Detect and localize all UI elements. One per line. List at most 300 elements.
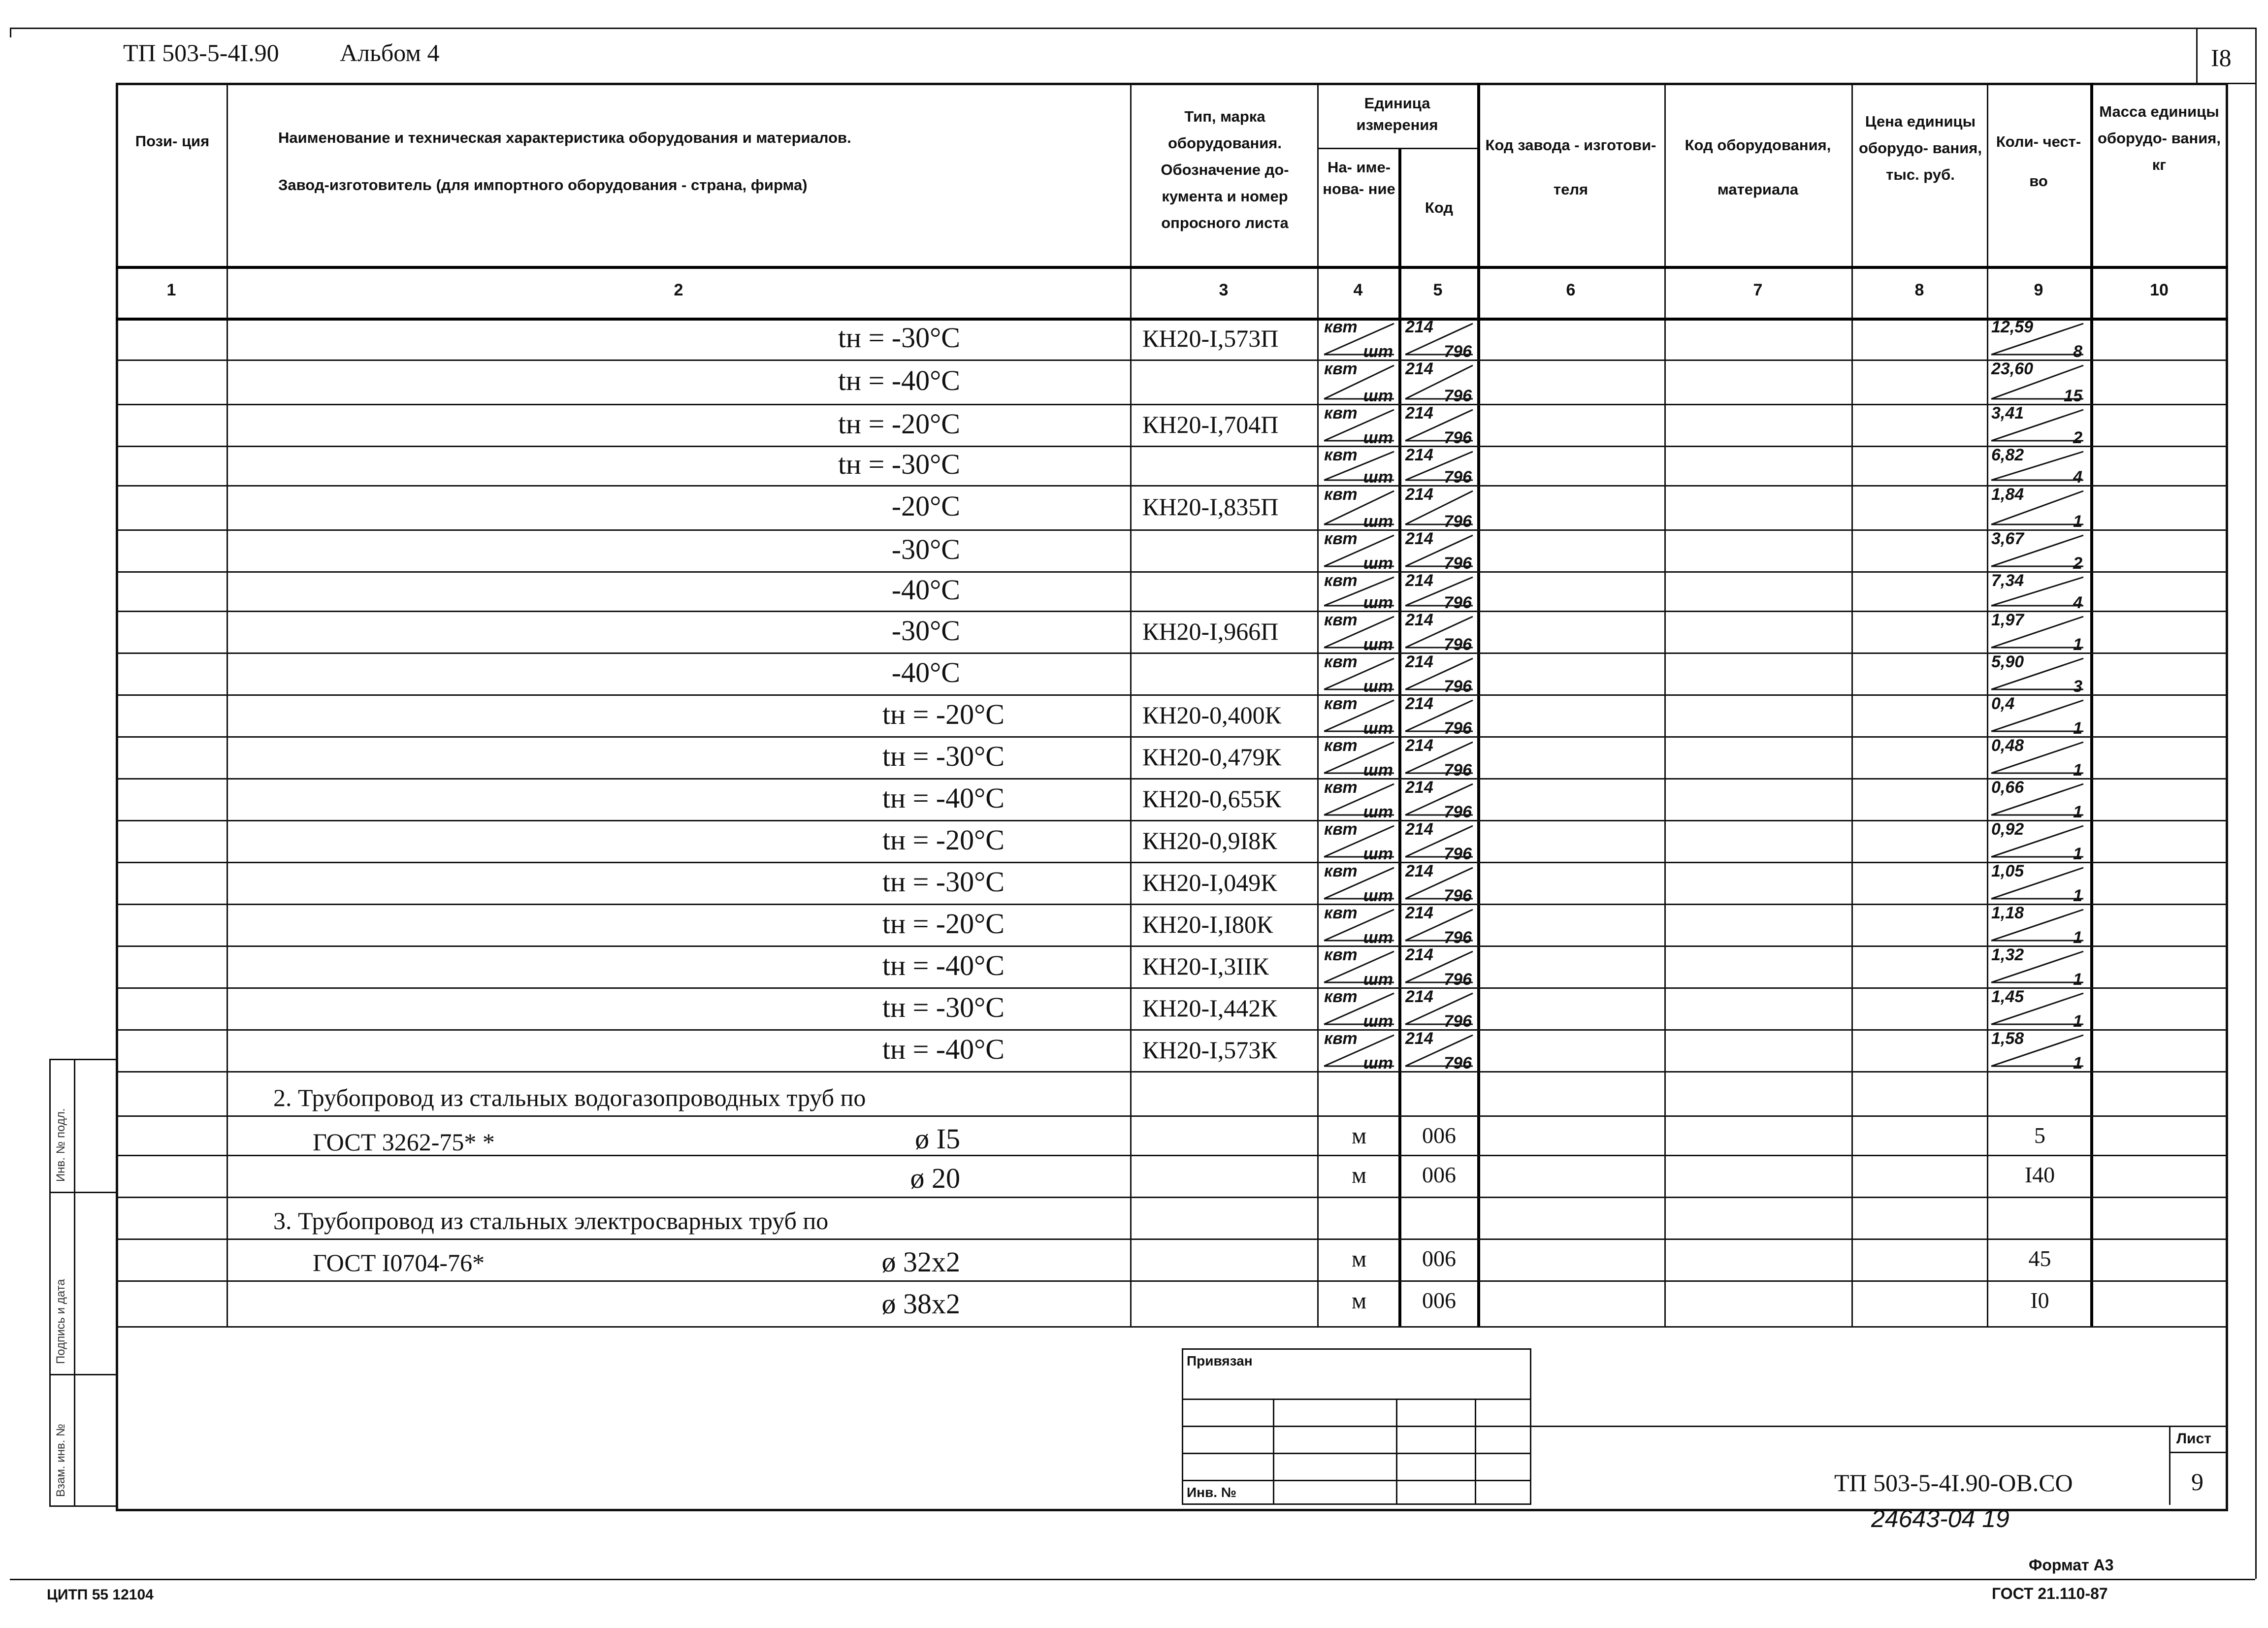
pipe-code: 006 bbox=[1422, 1288, 1456, 1313]
row-line bbox=[116, 446, 2228, 447]
unit-fraction-bottom: шт bbox=[1363, 761, 1393, 780]
code-fraction-bottom: 796 bbox=[1444, 468, 1472, 487]
code-fraction-top: 214 bbox=[1405, 694, 1433, 713]
row-name: -40°C bbox=[891, 656, 960, 688]
qty-fraction-bottom: 1 bbox=[2073, 1054, 2082, 1073]
code-fraction-bottom: 796 bbox=[1444, 342, 1472, 361]
qty-fraction-top: 1,45 bbox=[1991, 987, 2024, 1006]
code-fraction-top: 214 bbox=[1405, 611, 1433, 629]
qty-fraction-bottom: 4 bbox=[2073, 593, 2082, 612]
unit-fraction bbox=[1322, 404, 1396, 447]
side-vzam: Взам. инв. № bbox=[54, 1424, 67, 1497]
code-fraction-top: 214 bbox=[1405, 485, 1433, 504]
column-number-1: 1 bbox=[166, 281, 176, 299]
col-line-1 bbox=[227, 83, 228, 1326]
col-header-mass: Масса единицы оборудо- вания, кг bbox=[2098, 103, 2221, 173]
col-header-price: Цена единицы оборудо- вания, тыс. руб. bbox=[1859, 113, 1982, 183]
album-label: Альбом 4 bbox=[340, 39, 440, 66]
unit-fraction bbox=[1322, 446, 1396, 487]
row-type: КН20-I,966П bbox=[1142, 617, 1279, 645]
qty-fraction bbox=[1989, 611, 2085, 654]
unit-fraction-bottom: шт bbox=[1363, 803, 1393, 821]
unit-fraction-top: квт bbox=[1324, 1029, 1358, 1048]
code-fraction bbox=[1403, 571, 1475, 612]
code-fraction bbox=[1403, 736, 1475, 780]
code-fraction-bottom: 796 bbox=[1444, 677, 1472, 696]
unit-fraction-bottom: шт bbox=[1363, 719, 1393, 738]
qty-fraction-bottom: 1 bbox=[2073, 1012, 2082, 1031]
code-fraction-bottom: 796 bbox=[1444, 593, 1472, 612]
row-name: tн = -40°C bbox=[838, 364, 960, 396]
stamp-vline-3 bbox=[1475, 1399, 1476, 1505]
code-fraction bbox=[1403, 485, 1475, 531]
row-name: tн = -40°C bbox=[882, 949, 1004, 981]
unit-fraction-bottom: шт bbox=[1363, 1012, 1393, 1031]
row-type: КН20-0,9I8К bbox=[1142, 826, 1277, 854]
privyazan-label: Привязан bbox=[1187, 1353, 1253, 1368]
pipe-qty: 45 bbox=[2028, 1246, 2051, 1271]
pipe-code: 006 bbox=[1422, 1123, 1456, 1148]
row-name: -20°C bbox=[891, 490, 960, 522]
side-stamp-line-2 bbox=[49, 1374, 116, 1375]
row-name: tн = -30°C bbox=[882, 740, 1004, 772]
code-fraction-bottom: 796 bbox=[1444, 512, 1472, 531]
unit-fraction bbox=[1322, 359, 1396, 405]
row-name: tн = -40°C bbox=[882, 1033, 1004, 1065]
qty-fraction-top: 1,97 bbox=[1991, 611, 2024, 629]
column-number-7: 7 bbox=[1753, 281, 1763, 299]
code-fraction-top: 214 bbox=[1405, 446, 1433, 464]
row-type: КН20-I,442К bbox=[1142, 994, 1277, 1022]
qty-fraction bbox=[1989, 778, 2085, 821]
section3-gost: ГОСТ I0704-76* bbox=[313, 1249, 485, 1276]
code-fraction bbox=[1403, 529, 1475, 573]
qty-fraction-bottom: 1 bbox=[2073, 803, 2082, 821]
page-number: I8 bbox=[2211, 44, 2232, 71]
row-name: -30°C bbox=[891, 614, 960, 647]
col-header-unit-name: На- име- нова- ние bbox=[1323, 159, 1395, 197]
unit-fraction-top: квт bbox=[1324, 446, 1358, 464]
row-line bbox=[116, 1071, 2228, 1073]
unit-fraction-bottom: шт bbox=[1363, 512, 1393, 531]
unit-fraction-top: квт bbox=[1324, 318, 1358, 336]
code-fraction-bottom: 796 bbox=[1444, 845, 1472, 863]
code-fraction bbox=[1403, 778, 1475, 821]
unit-fraction bbox=[1322, 1029, 1396, 1073]
row-line bbox=[116, 694, 2228, 696]
row-type: КН20-0,479К bbox=[1142, 743, 1281, 771]
unit-fraction-top: квт bbox=[1324, 694, 1358, 713]
code-fraction-bottom: 796 bbox=[1444, 1012, 1472, 1031]
qty-fraction-top: 0,66 bbox=[1991, 778, 2024, 797]
sheet-box-line bbox=[2169, 1452, 2228, 1453]
pipe-diameter: ø I5 bbox=[915, 1123, 960, 1155]
qty-fraction-bottom: 1 bbox=[2073, 635, 2082, 654]
row-type: КН20-I,573К bbox=[1142, 1036, 1277, 1064]
qty-fraction-bottom: 8 bbox=[2073, 342, 2082, 361]
col-line-5 bbox=[1477, 83, 1480, 1326]
code-fraction-bottom: 796 bbox=[1444, 719, 1472, 738]
column-number-10: 10 bbox=[2150, 281, 2169, 299]
code-fraction bbox=[1403, 862, 1475, 905]
row-type: КН20-I,835П bbox=[1142, 493, 1279, 521]
qty-fraction-bottom: 1 bbox=[2073, 886, 2082, 905]
code-fraction-bottom: 796 bbox=[1444, 970, 1472, 989]
column-number-8: 8 bbox=[1914, 281, 1924, 299]
pipe-row-line bbox=[116, 1197, 2228, 1198]
code-fraction-bottom: 796 bbox=[1444, 1054, 1472, 1073]
qty-fraction-bottom: 1 bbox=[2073, 761, 2082, 780]
pipe-qty: I0 bbox=[2030, 1288, 2049, 1313]
row-type: КН20-0,655К bbox=[1142, 784, 1281, 813]
unit-fraction-bottom: шт bbox=[1363, 387, 1393, 405]
handwritten-number: 24643-04 19 bbox=[1871, 1505, 2009, 1532]
qty-fraction-top: 1,58 bbox=[1991, 1029, 2024, 1048]
code-fraction-top: 214 bbox=[1405, 778, 1433, 797]
qty-fraction-top: 12,59 bbox=[1991, 318, 2034, 336]
code-fraction bbox=[1403, 446, 1475, 487]
stamp-line-3 bbox=[1182, 1453, 1531, 1454]
code-fraction bbox=[1403, 318, 1475, 361]
qty-fraction bbox=[1989, 694, 2085, 738]
row-line bbox=[116, 987, 2228, 989]
col-line-9 bbox=[2090, 83, 2093, 1326]
col-header-type: Тип, марка оборудования. Обозначение до- кумента и номер опросного листа bbox=[1161, 108, 1289, 231]
qty-fraction-bottom: 2 bbox=[2073, 428, 2082, 447]
row-line bbox=[116, 652, 2228, 654]
code-fraction-top: 214 bbox=[1405, 987, 1433, 1006]
unit-fraction bbox=[1322, 694, 1396, 738]
row-line bbox=[116, 359, 2228, 361]
corner-mark bbox=[10, 28, 11, 37]
code-fraction-top: 214 bbox=[1405, 318, 1433, 336]
unit-fraction bbox=[1322, 945, 1396, 989]
col-header-unit-code: Код bbox=[1425, 199, 1454, 216]
ciitp-label: ЦИТП 55 12104 bbox=[47, 1587, 154, 1603]
qty-fraction-top: 0,48 bbox=[1991, 736, 2024, 755]
qty-fraction-top: 5,90 bbox=[1991, 652, 2024, 671]
column-number-9: 9 bbox=[2034, 281, 2043, 299]
unit-fraction bbox=[1322, 778, 1396, 821]
code-fraction-top: 214 bbox=[1405, 652, 1433, 671]
stamp-line-2 bbox=[1182, 1426, 1531, 1427]
format-label: Формат А3 bbox=[2029, 1556, 2114, 1574]
col-line-8 bbox=[1987, 83, 1988, 1326]
code-fraction bbox=[1403, 820, 1475, 863]
row-line bbox=[116, 404, 2228, 405]
qty-fraction bbox=[1989, 820, 2085, 863]
unit-fraction-top: квт bbox=[1324, 404, 1358, 423]
unit-fraction-top: квт bbox=[1324, 571, 1358, 590]
section3-title: 3. Трубопровод из стальных электросварных труб по bbox=[273, 1207, 829, 1235]
qty-fraction bbox=[1989, 485, 2085, 531]
qty-fraction bbox=[1989, 652, 2085, 696]
code-fraction-bottom: 796 bbox=[1444, 761, 1472, 780]
side-inv-podl: Инв. № подл. bbox=[54, 1108, 67, 1182]
qty-fraction-top: 0,92 bbox=[1991, 820, 2024, 839]
code-fraction bbox=[1403, 652, 1475, 696]
code-fraction-top: 214 bbox=[1405, 359, 1433, 378]
unit-fraction-top: квт bbox=[1324, 736, 1358, 755]
unit-fraction bbox=[1322, 904, 1396, 947]
row-line bbox=[116, 778, 2228, 780]
row-line bbox=[116, 529, 2228, 531]
qty-fraction-bottom: 3 bbox=[2073, 677, 2082, 696]
row-type: КН20-I,049К bbox=[1142, 868, 1277, 896]
row-line bbox=[116, 904, 2228, 905]
code-fraction-bottom: 796 bbox=[1444, 803, 1472, 821]
sheet-label: Лист bbox=[2176, 1431, 2211, 1447]
code-fraction-top: 214 bbox=[1405, 404, 1433, 423]
code-fraction-top: 214 bbox=[1405, 904, 1433, 922]
gost-label: ГОСТ 21.110-87 bbox=[1992, 1585, 2108, 1602]
row-line bbox=[116, 485, 2228, 487]
qty-fraction bbox=[1989, 404, 2085, 447]
pipe-unit: м bbox=[1351, 1162, 1367, 1188]
row-type: КН20-0,400К bbox=[1142, 701, 1281, 729]
unit-fraction-bottom: шт bbox=[1363, 468, 1393, 487]
code-fraction-top: 214 bbox=[1405, 1029, 1433, 1048]
row-line bbox=[116, 945, 2228, 947]
pipe-diameter: ø 32x2 bbox=[881, 1246, 960, 1278]
unit-fraction-top: квт bbox=[1324, 862, 1358, 880]
pipe-unit: м bbox=[1351, 1123, 1367, 1149]
qty-fraction bbox=[1989, 862, 2085, 905]
code-fraction bbox=[1403, 694, 1475, 738]
code-fraction-bottom: 796 bbox=[1444, 428, 1472, 447]
row-line bbox=[116, 862, 2228, 863]
qty-fraction-bottom: 1 bbox=[2073, 928, 2082, 947]
row-name: tн = -20°C bbox=[882, 907, 1004, 940]
sheet-number: 9 bbox=[2191, 1468, 2203, 1496]
qty-fraction bbox=[1989, 987, 2085, 1031]
pipe-qty: I40 bbox=[2024, 1162, 2055, 1187]
qty-fraction-top: 1,18 bbox=[1991, 904, 2024, 922]
qty-fraction bbox=[1989, 571, 2085, 612]
row-type: КН20-I,573П bbox=[1142, 324, 1279, 352]
col-line-2 bbox=[1130, 83, 1132, 1326]
pipe-unit: м bbox=[1351, 1246, 1367, 1272]
unit-fraction bbox=[1322, 987, 1396, 1031]
pipe-code: 006 bbox=[1422, 1162, 1456, 1187]
col-line-3 bbox=[1317, 83, 1319, 1326]
unit-fraction-top: квт bbox=[1324, 359, 1358, 378]
unit-fraction bbox=[1322, 571, 1396, 612]
code-fraction bbox=[1403, 611, 1475, 654]
unit-fraction bbox=[1322, 862, 1396, 905]
row-line bbox=[116, 611, 2228, 612]
col-line-6 bbox=[1664, 83, 1666, 1326]
row-name: tн = -30°C bbox=[882, 865, 1004, 898]
code-fraction bbox=[1403, 987, 1475, 1031]
code-fraction-top: 214 bbox=[1405, 736, 1433, 755]
pipe-row-line bbox=[116, 1115, 2228, 1117]
pipe-diameter: ø 38x2 bbox=[881, 1288, 960, 1320]
code-fraction-bottom: 796 bbox=[1444, 886, 1472, 905]
qty-fraction bbox=[1989, 736, 2085, 780]
row-line bbox=[116, 820, 2228, 821]
row-name: tн = -30°C bbox=[838, 321, 960, 354]
row-name: tн = -20°C bbox=[882, 823, 1004, 856]
row-name: tн = -30°C bbox=[838, 448, 960, 480]
pipe-row-line bbox=[116, 1238, 2228, 1240]
qty-fraction-bottom: 1 bbox=[2073, 845, 2082, 863]
unit-fraction bbox=[1322, 318, 1396, 361]
col-header-name-2: Завод-изготовитель (для импортного оборудования - страна, фирма) bbox=[278, 176, 808, 194]
column-number-2: 2 bbox=[674, 281, 683, 299]
qty-fraction-top: 1,32 bbox=[1991, 945, 2024, 964]
top-border bbox=[10, 28, 2255, 29]
qty-fraction-top: 23,60 bbox=[1991, 359, 2034, 378]
row-line bbox=[116, 571, 2228, 573]
row-name: -30°C bbox=[891, 533, 960, 565]
unit-fraction-top: квт bbox=[1324, 904, 1358, 922]
unit-fraction bbox=[1322, 485, 1396, 531]
code-fraction bbox=[1403, 404, 1475, 447]
col-header-pos: Пози- ция bbox=[135, 132, 210, 150]
row-name: tн = -20°C bbox=[838, 407, 960, 440]
col-line-7 bbox=[1851, 83, 1853, 1326]
row-name: tн = -20°C bbox=[882, 698, 1004, 730]
pipe-qty: 5 bbox=[2034, 1123, 2045, 1148]
unit-fraction-top: квт bbox=[1324, 485, 1358, 504]
row-type: КН20-I,704П bbox=[1142, 410, 1279, 438]
right-border bbox=[2255, 28, 2257, 1579]
doc-code: ТП 503-5-4I.90 bbox=[123, 39, 279, 66]
unit-fraction-bottom: шт bbox=[1363, 554, 1393, 573]
code-fraction-top: 214 bbox=[1405, 529, 1433, 548]
unit-fraction-top: квт bbox=[1324, 652, 1358, 671]
row-type: КН20-I,I80К bbox=[1142, 910, 1273, 938]
qty-fraction-bottom: 1 bbox=[2073, 719, 2082, 738]
pipe-row-line bbox=[116, 1280, 2228, 1282]
code-fraction-bottom: 796 bbox=[1444, 928, 1472, 947]
qty-fraction-top: 7,34 bbox=[1991, 571, 2024, 590]
row-name: tн = -30°C bbox=[882, 991, 1004, 1023]
stamp-vline-1 bbox=[1273, 1399, 1274, 1505]
unit-fraction-bottom: шт bbox=[1363, 342, 1393, 361]
unit-fraction-top: квт bbox=[1324, 529, 1358, 548]
code-fraction-bottom: 796 bbox=[1444, 635, 1472, 654]
code-fraction-bottom: 796 bbox=[1444, 387, 1472, 405]
section2-gost: ГОСТ 3262-75* * bbox=[313, 1128, 495, 1156]
qty-fraction-bottom: 2 bbox=[2073, 554, 2082, 573]
side-stamp-vline bbox=[74, 1059, 75, 1507]
qty-fraction-bottom: 4 bbox=[2073, 468, 2082, 487]
unit-fraction-top: квт bbox=[1324, 945, 1358, 964]
bottom-border bbox=[10, 1579, 2255, 1580]
section2-title: 2. Трубопровод из стальных водогазопроводных труб по bbox=[273, 1084, 866, 1111]
unit-fraction-bottom: шт bbox=[1363, 677, 1393, 696]
unit-fraction-bottom: шт bbox=[1363, 1054, 1393, 1073]
pipe-diameter: ø 20 bbox=[910, 1162, 960, 1194]
unit-fraction-bottom: шт bbox=[1363, 970, 1393, 989]
qty-fraction bbox=[1989, 529, 2085, 573]
row-line bbox=[116, 736, 2228, 738]
code-fraction bbox=[1403, 1029, 1475, 1073]
unit-fraction-bottom: шт bbox=[1363, 886, 1393, 905]
pipe-code: 006 bbox=[1422, 1246, 1456, 1271]
code-fraction bbox=[1403, 904, 1475, 947]
number-row-line bbox=[116, 318, 2228, 321]
code-fraction-top: 214 bbox=[1405, 571, 1433, 590]
unit-fraction bbox=[1322, 652, 1396, 696]
row-name: tн = -40°C bbox=[882, 781, 1004, 814]
qty-fraction-bottom: 1 bbox=[2073, 512, 2082, 531]
row-name: -40°C bbox=[891, 574, 960, 606]
unit-fraction bbox=[1322, 736, 1396, 780]
qty-fraction bbox=[1989, 1029, 2085, 1073]
row-line bbox=[116, 1029, 2228, 1031]
code-fraction bbox=[1403, 359, 1475, 405]
col-header-name-1: Наименование и техническая характеристика оборудования и материалов. bbox=[278, 129, 851, 146]
code-fraction-top: 214 bbox=[1405, 945, 1433, 964]
qty-fraction-top: 1,84 bbox=[1991, 485, 2024, 504]
inv-label: Инв. № bbox=[1187, 1485, 1237, 1500]
qty-fraction-top: 6,82 bbox=[1991, 446, 2024, 464]
qty-fraction bbox=[1989, 318, 2085, 361]
stamp-line-4 bbox=[1182, 1480, 1531, 1481]
qty-fraction bbox=[1989, 359, 2085, 405]
pipe-row-line bbox=[116, 1326, 2228, 1328]
unit-fraction bbox=[1322, 529, 1396, 573]
unit-fraction-bottom: шт bbox=[1363, 428, 1393, 447]
unit-fraction-top: квт bbox=[1324, 778, 1358, 797]
unit-fraction-bottom: шт bbox=[1363, 845, 1393, 863]
code-fraction bbox=[1403, 945, 1475, 989]
unit-group-line bbox=[1317, 148, 1477, 149]
qty-fraction-bottom: 15 bbox=[2064, 387, 2082, 405]
title-block-line bbox=[1531, 1426, 2228, 1427]
qty-fraction-top: 0,4 bbox=[1991, 694, 2015, 713]
qty-fraction bbox=[1989, 945, 2085, 989]
code-fraction-bottom: 796 bbox=[1444, 554, 1472, 573]
unit-fraction-top: квт bbox=[1324, 987, 1358, 1006]
col-header-plant-code: Код завода - изготови- теля bbox=[1485, 136, 1656, 198]
qty-fraction-bottom: 1 bbox=[2073, 970, 2082, 989]
column-number-3: 3 bbox=[1219, 281, 1229, 299]
unit-fraction bbox=[1322, 820, 1396, 863]
unit-fraction-bottom: шт bbox=[1363, 593, 1393, 612]
qty-fraction-top: 1,05 bbox=[1991, 862, 2024, 880]
unit-fraction-bottom: шт bbox=[1363, 635, 1393, 654]
unit-fraction-top: квт bbox=[1324, 611, 1358, 629]
unit-fraction-bottom: шт bbox=[1363, 928, 1393, 947]
qty-fraction bbox=[1989, 904, 2085, 947]
col-header-unit-group: Единица измерения bbox=[1356, 95, 1438, 133]
stamp-line-1 bbox=[1182, 1399, 1531, 1400]
col-header-qty: Коли- чест- во bbox=[1996, 133, 2081, 190]
header-bottom-line bbox=[116, 266, 2228, 269]
qty-fraction bbox=[1989, 446, 2085, 487]
col-header-equip-code: Код оборудования, материала bbox=[1685, 136, 1831, 198]
qty-fraction-top: 3,41 bbox=[1991, 404, 2024, 423]
side-podpis: Подпись и дата bbox=[54, 1279, 67, 1364]
unit-fraction-top: квт bbox=[1324, 820, 1358, 839]
unit-fraction bbox=[1322, 611, 1396, 654]
row-type: КН20-I,3IIК bbox=[1142, 952, 1269, 980]
qty-fraction-top: 3,67 bbox=[1991, 529, 2024, 548]
column-number-5: 5 bbox=[1433, 281, 1443, 299]
pipe-unit: м bbox=[1351, 1288, 1367, 1314]
stamp-vline-2 bbox=[1396, 1399, 1397, 1505]
column-number-4: 4 bbox=[1353, 281, 1363, 299]
column-number-6: 6 bbox=[1566, 281, 1576, 299]
code-fraction-top: 214 bbox=[1405, 862, 1433, 880]
code-fraction-top: 214 bbox=[1405, 820, 1433, 839]
doc-designation: ТП 503-5-4I.90-ОВ.СО bbox=[1834, 1469, 2073, 1497]
side-stamp-line-1 bbox=[49, 1192, 116, 1193]
